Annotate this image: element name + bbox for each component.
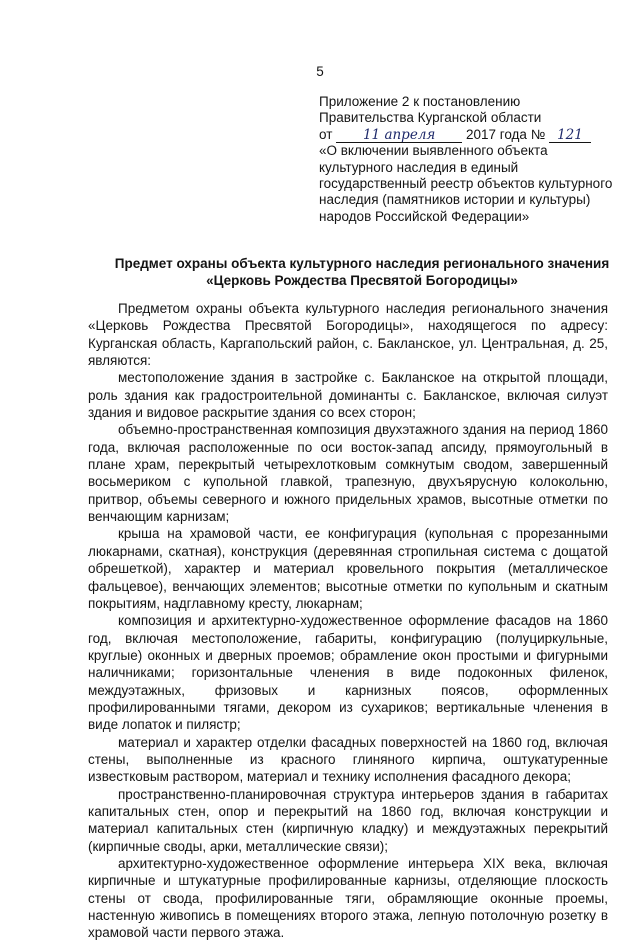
title-line: Предмет охраны объекта культурного наследия регионального значения — [114, 256, 610, 271]
annex-line: культурного наследия в единый — [319, 159, 519, 175]
body-paragraph: Предметом охраны объекта культурного наследия регионального значения «Церковь Рождества Пресвятой Богородицы», находящегося по адресу: Курганская область, Каргапольский район, с. Бакланское, ул. Центральная, д. 25, являются: — [88, 301, 608, 369]
body-paragraph: композиция и архитектурно-художественное оформление фасадов на 1860 год, включая местоположение, габариты, конфигурацию (полуциркульные, круглые) оконных и дверных проемов; обрамление окон простыми и фигурными наличниками; горизонтальные членения в виде подоконных филенок, междуэтажных, фризовых и карнизных поясов, оформленных профилированными тягами, декором из сухариков; вертикальные членения в виде лопаток и пилястр; — [88, 613, 608, 733]
body-paragraph: пространственно-планировочная структура интерьеров здания в габаритах капитальных стен, опор и перекрытий на 1860 год, включая конструкции и материал капитальных стен (кирпичную кладку) и междуэтажных перекрытий (кирпичные своды, арки, металлические связи); — [88, 786, 608, 854]
handwritten-date: 11 апреля — [336, 128, 462, 143]
document-title — [95, 256, 629, 289]
annex-line: наследия (памятников истории и культуры) — [319, 192, 591, 208]
body-paragraph: материал и характер отделки фасадных поверхностей на 1860 год, включая стены, выполненные из красного глиняного кирпича, оштукатуренные известковым раствором, материал и технику исполнения фасадного декора; — [88, 734, 608, 785]
year-text: 2017 года № — [465, 126, 546, 142]
body-paragraph: объемно-пространственная композиция двухэтажного здания на период 1860 года, включая расположенные по оси восток-запад апсиду, прямоугольный в плане храм, перекрытый четырехлотковым сомкнутым сводом, завершенный восьмериком с купольной главкой, трапезную, двухъярусную колокольню, притвор, объемы северного и южного придельных храмов, высотные отметки по венчающим карнизам; — [88, 422, 608, 525]
date-prefix: от — [319, 126, 333, 142]
page-number: 5 — [316, 64, 324, 79]
body-paragraph: местоположение здания в застройке с. Бакланское на открытой площади, роль здания как градостроительной доминанты с. Бакланское, включая силуэт здания и видовое раскрытие здания со всех сторон; — [88, 370, 608, 421]
annex-line: «О включении выявленного объекта — [319, 143, 548, 159]
annex-line: Правительства Курганской области — [319, 110, 542, 126]
annex-line: Приложение 2 к постановлению — [319, 94, 521, 109]
document-body — [88, 300, 608, 942]
annex-date-line — [319, 127, 619, 143]
annex-line: государственный реестр объектов культурного — [319, 176, 613, 192]
body-paragraph: архитектурно-художественное оформление интерьера XIX века, включая кирпичные и штукатурные профилированные карнизы, отделяющие плоскость стены от свода, профилированные тяги, обрамляющие оконные проемы, настенную живопись в помещениях второго этажа, лепную потолочную розетку в храмовой части первого этажа. — [88, 856, 608, 941]
body-paragraph: крыша на храмовой части, ее конфигурация (купольная с прорезанными люкарнами, скатная), конструкция (деревянная стропильная система с дощатой обрешеткой), характер и материал кровельного покрытия (металлическое фальцевое), венчающих элементов; высотные отметки по купольным и скатным покрытиям, надглавному кресту, люкарнам; — [88, 526, 608, 611]
annex-header — [319, 94, 619, 225]
title-line: «Церковь Рождества Пресвятой Богородицы» — [206, 272, 518, 288]
handwritten-number: 121 — [549, 128, 591, 143]
annex-line: народов Российской Федерации» — [319, 208, 530, 224]
